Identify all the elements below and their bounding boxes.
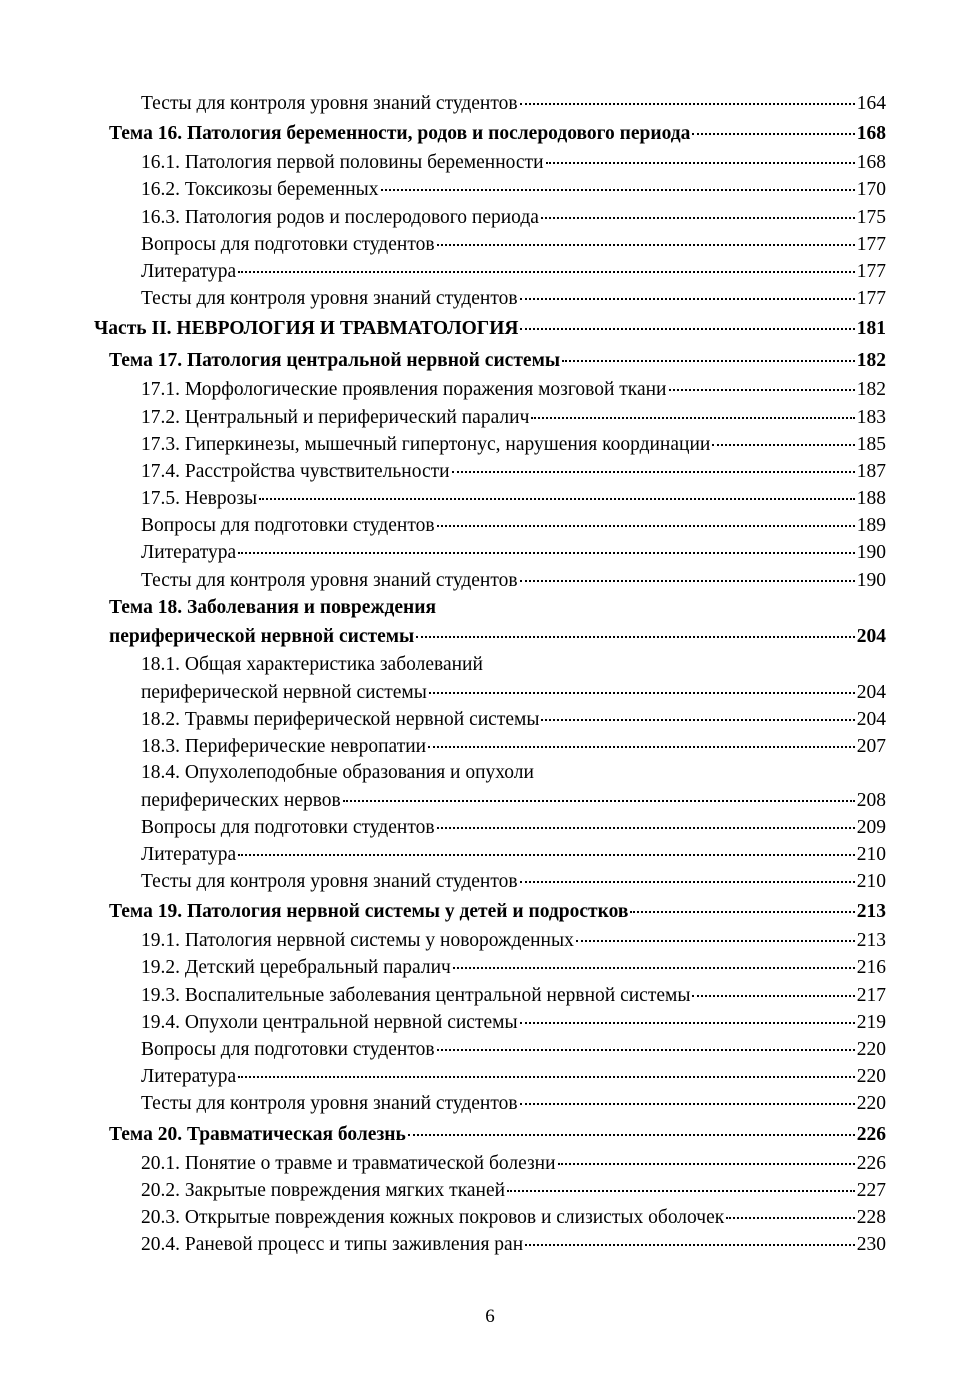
toc-entry-page: 208: [856, 789, 886, 811]
toc-entry-title: Тема 20. Травматическая болезнь: [109, 1123, 406, 1145]
toc-entry[interactable]: [109, 896, 980, 927]
dot-leader: [238, 271, 855, 273]
toc-entry-title: Вопросы для подготовки студентов: [141, 816, 435, 838]
toc-entry[interactable]: [141, 231, 980, 258]
toc-entry-title: 16.3. Патология родов и послеродового периода: [141, 206, 539, 228]
toc-entry-title: 19.2. Детский церебральный паралич: [141, 957, 451, 979]
toc-entry-page: 228: [856, 1206, 886, 1228]
toc-entry-heading: [141, 760, 980, 786]
toc-entry[interactable]: [141, 539, 980, 566]
toc-entry[interactable]: [141, 176, 980, 203]
toc-entry-page: 189: [856, 515, 886, 537]
toc-entry-title: Тема 17. Патология центральной нервной системы: [109, 350, 561, 372]
toc-entry[interactable]: [141, 376, 980, 403]
dot-leader: [507, 1190, 855, 1192]
toc-entry-page: 177: [856, 288, 886, 310]
toc-entry-page: 213: [856, 930, 886, 952]
toc-entry-page: 210: [856, 843, 886, 865]
toc-entry-title: периферической нервной системы: [109, 626, 415, 648]
toc-entry-title: 19.1. Патология нервной системы у новорожденных: [141, 930, 574, 952]
toc-entry-page: 207: [856, 735, 886, 757]
toc-entry[interactable]: [141, 431, 980, 458]
dot-leader: [408, 1134, 855, 1136]
toc-entry-title: 17.4. Расстройства чувствительности: [141, 460, 450, 482]
dot-leader: [692, 995, 854, 997]
dot-leader: [531, 417, 854, 419]
toc-entry-page: 187: [856, 460, 886, 482]
toc-entry-title: Вопросы для подготовки студентов: [141, 515, 435, 537]
dot-leader: [437, 827, 855, 829]
toc-entry-page: 168: [856, 123, 886, 145]
toc-entry-title: 19.4. Опухоли центральной нервной системы: [141, 1011, 518, 1033]
toc-entry[interactable]: [141, 258, 980, 285]
toc-entry-title: 17.5. Неврозы: [141, 488, 258, 510]
toc-entry[interactable]: [141, 485, 980, 512]
toc-entry-page: 204: [856, 681, 886, 703]
toc-entry-page: 220: [856, 1039, 886, 1061]
toc-entry-page: 210: [856, 871, 886, 893]
toc-entry-page: 170: [856, 179, 886, 201]
toc-entry-title-line1: 18.1. Общая характеристика заболеваний: [141, 654, 483, 676]
dot-leader: [520, 1022, 855, 1024]
toc-entry-page: 177: [856, 233, 886, 255]
toc-entry[interactable]: [141, 512, 980, 539]
toc-entry[interactable]: [141, 982, 980, 1009]
toc-entry[interactable]: [141, 1177, 980, 1204]
toc-entry-title: Тесты для контроля уровня знаний студентов: [141, 871, 518, 893]
table-of-contents: [0, 90, 980, 1258]
page-number: 6: [485, 1306, 495, 1327]
toc-entry-title: 20.3. Открытые повреждения кожных покровов и слизистых оболочек: [141, 1206, 725, 1228]
dot-leader: [429, 692, 855, 694]
toc-entry[interactable]: [109, 345, 980, 376]
dot-leader: [562, 360, 855, 362]
toc-entry-title: 19.3. Воспалительные заболевания центральной нервной системы: [141, 984, 691, 1006]
toc-entry-title: Вопросы для подготовки студентов: [141, 233, 435, 255]
toc-entry-page: 217: [856, 984, 886, 1006]
dot-leader: [525, 1244, 855, 1246]
toc-entry-title: Часть II. НЕВРОЛОГИЯ И ТРАВМАТОЛОГИЯ: [94, 318, 519, 340]
toc-entry-page: 209: [856, 816, 886, 838]
toc-entry[interactable]: [109, 621, 980, 652]
toc-entry-page: 220: [856, 1066, 886, 1088]
toc-entry[interactable]: [141, 733, 980, 760]
toc-entry[interactable]: [141, 1009, 980, 1036]
toc-entry-title: периферической нервной системы: [141, 681, 427, 703]
toc-entry-title: Тесты для контроля уровня знаний студентов: [141, 1093, 518, 1115]
toc-entry-page: 190: [856, 569, 886, 591]
toc-entry[interactable]: [141, 404, 980, 431]
dot-leader: [520, 881, 855, 883]
toc-entry-title-line1: 18.4. Опухолеподобные образования и опухоли: [141, 762, 534, 784]
dot-leader: [520, 328, 854, 330]
toc-entry-title: Вопросы для подготовки студентов: [141, 1039, 435, 1061]
dot-leader: [669, 389, 855, 391]
dot-leader: [437, 525, 855, 527]
toc-entry-page: 188: [856, 488, 886, 510]
toc-entry-title: 20.4. Раневой процесс и типы заживления ран: [141, 1234, 524, 1256]
toc-entry-page: 213: [856, 901, 886, 923]
toc-entry-page: 226: [856, 1152, 886, 1174]
toc-entry-page: 182: [856, 379, 886, 401]
toc-entry[interactable]: [94, 313, 980, 344]
toc-entry-title: Литература: [141, 542, 237, 564]
toc-entry[interactable]: [141, 954, 980, 981]
toc-entry-page: 216: [856, 957, 886, 979]
toc-entry[interactable]: [141, 1150, 980, 1177]
toc-entry-page: 219: [856, 1011, 886, 1033]
toc-entry-page: 226: [856, 1123, 886, 1145]
toc-entry-page: 181: [856, 318, 886, 340]
toc-entry-heading: [141, 652, 980, 678]
toc-entry[interactable]: [141, 706, 980, 733]
toc-entry[interactable]: [141, 1090, 980, 1117]
toc-entry-title: 20.1. Понятие о травме и травматической болезни: [141, 1152, 556, 1174]
dot-leader: [437, 1049, 855, 1051]
dot-leader: [520, 1103, 855, 1105]
dot-leader: [416, 636, 855, 638]
toc-entry[interactable]: [109, 1119, 980, 1150]
toc-entry-title: Тесты для контроля уровня знаний студентов: [141, 93, 518, 114]
toc-entry[interactable]: [141, 841, 980, 868]
dot-leader: [453, 967, 855, 969]
dot-leader: [558, 1163, 855, 1165]
toc-entry[interactable]: [141, 1063, 980, 1090]
dot-leader: [437, 244, 855, 246]
toc-entry[interactable]: [141, 285, 980, 312]
dot-leader: [520, 298, 855, 300]
dot-leader: [630, 911, 854, 913]
dot-leader: [238, 1076, 855, 1078]
toc-entry-page: 185: [856, 433, 886, 455]
toc-entry-page: 220: [856, 1093, 886, 1115]
toc-entry[interactable]: [141, 679, 980, 706]
toc-entry-title: Тема 16. Патология беременности, родов и послеродового периода: [109, 123, 691, 145]
toc-entry-page: 190: [856, 542, 886, 564]
toc-entry[interactable]: [141, 787, 980, 814]
toc-entry-title: 17.1. Морфологические проявления поражения мозговой ткани: [141, 379, 667, 401]
toc-entry-page: 204: [856, 626, 886, 648]
toc-entry-page: 168: [856, 152, 886, 174]
dot-leader: [712, 444, 854, 446]
toc-entry-title: Литература: [141, 260, 237, 282]
toc-entry-page: 227: [856, 1179, 886, 1201]
dot-leader: [259, 498, 855, 500]
dot-leader: [692, 133, 854, 135]
dot-leader: [343, 800, 855, 802]
dot-leader: [726, 1217, 855, 1219]
toc-entry-title: 16.2. Токсикозы беременных: [141, 179, 379, 201]
dot-leader: [546, 162, 855, 164]
toc-entry-title: 17.3. Гиперкинезы, мышечный гипертонус, нарушения координации: [141, 433, 711, 455]
dot-leader: [452, 471, 855, 473]
dot-leader: [238, 552, 855, 554]
toc-entry-title: Тесты для контроля уровня знаний студентов: [141, 569, 518, 591]
toc-entry-title-line1: Тема 18. Заболевания и повреждения: [109, 596, 437, 618]
toc-entry[interactable]: [141, 1204, 980, 1231]
toc-entry-page: 183: [856, 406, 886, 428]
toc-entry[interactable]: [141, 567, 980, 594]
toc-entry[interactable]: [109, 118, 980, 149]
toc-entry-title: 17.2. Центральный и периферический паралич: [141, 406, 530, 428]
toc-entry-title: 20.2. Закрытые повреждения мягких тканей: [141, 1179, 506, 1201]
toc-entry[interactable]: [141, 204, 980, 231]
toc-entry-heading: [109, 595, 980, 621]
toc-entry[interactable]: [141, 927, 980, 954]
toc-entry-page: 177: [856, 260, 886, 282]
dot-leader: [541, 217, 855, 219]
toc-entry-title: периферических нервов: [141, 789, 341, 811]
toc-entry-page: 230: [856, 1234, 886, 1256]
dot-leader: [428, 746, 855, 748]
toc-entry-page: 164: [856, 93, 886, 114]
toc-entry[interactable]: [141, 149, 980, 176]
toc-entry[interactable]: [141, 868, 980, 895]
toc-entry[interactable]: [141, 1036, 980, 1063]
dot-leader: [541, 719, 854, 721]
dot-leader: [576, 940, 855, 942]
toc-entry-page: 204: [856, 708, 886, 730]
toc-entry-page: 182: [856, 350, 886, 372]
toc-entry-title: Тема 19. Патология нервной системы у детей и подростков: [109, 901, 629, 923]
dot-leader: [381, 189, 855, 191]
toc-entry-title: Литература: [141, 1066, 237, 1088]
toc-entry[interactable]: [141, 90, 980, 117]
toc-entry-title: 16.1. Патология первой половины беременности: [141, 152, 544, 174]
toc-entry-title: 18.3. Периферические невропатии: [141, 735, 427, 757]
dot-leader: [520, 103, 855, 105]
toc-entry-page: 175: [856, 206, 886, 228]
toc-entry-title: Тесты для контроля уровня знаний студентов: [141, 288, 518, 310]
toc-entry[interactable]: [141, 458, 980, 485]
dot-leader: [520, 580, 855, 582]
toc-entry[interactable]: [141, 814, 980, 841]
toc-entry-title: 18.2. Травмы периферической нервной системы: [141, 708, 540, 730]
toc-entry-title: Литература: [141, 843, 237, 865]
toc-entry[interactable]: [141, 1231, 980, 1258]
dot-leader: [238, 854, 855, 856]
